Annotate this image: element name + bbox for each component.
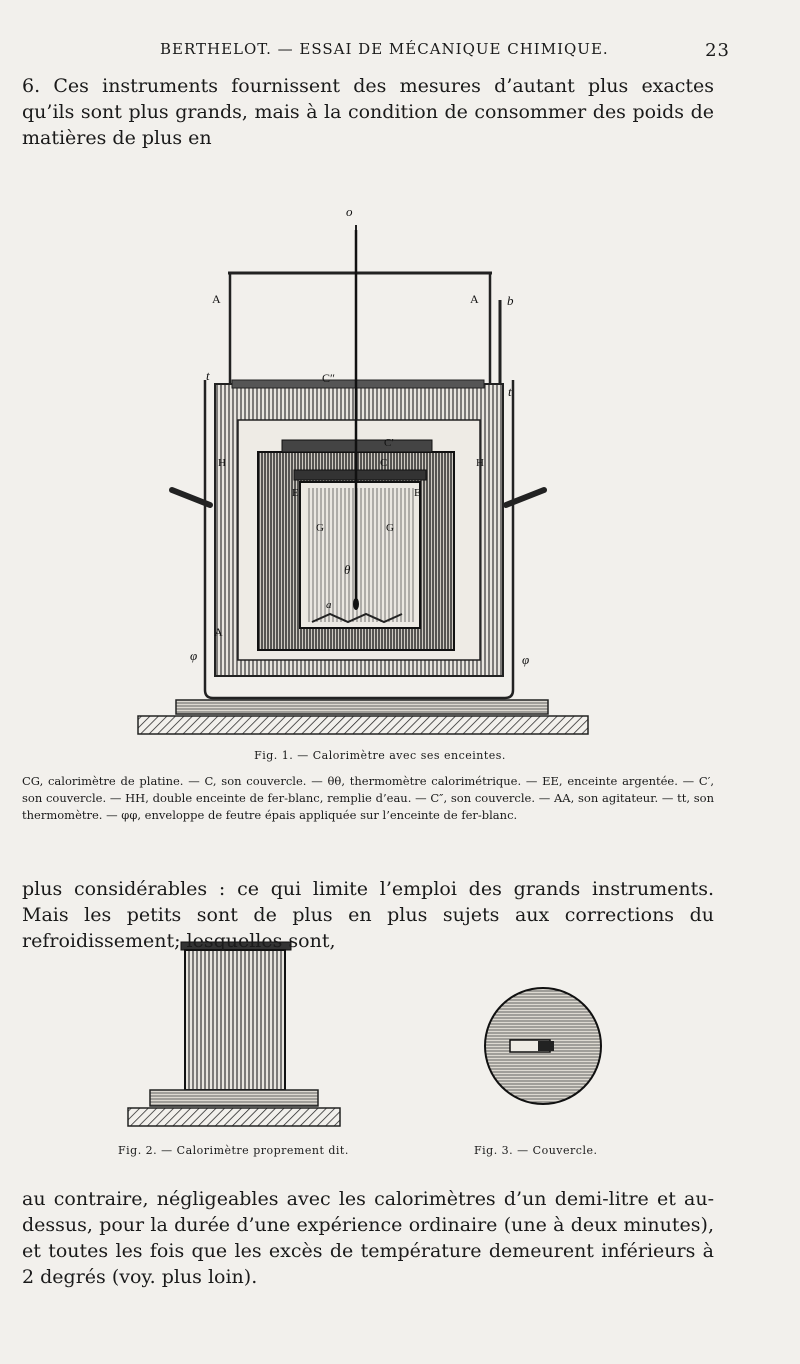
label-o-top: o (346, 204, 353, 219)
page-number: 23 (705, 40, 730, 61)
fig2-stand-base (128, 1108, 340, 1126)
label-E-left: E (292, 487, 299, 499)
figure-2-calorimeter (128, 942, 340, 1126)
fig3-clip (538, 1041, 554, 1051)
lid-C2 (232, 380, 484, 388)
label-C: C (380, 457, 388, 469)
label-A-left: A (212, 292, 221, 306)
figure-3-caption: Fig. 3. — Couvercle. (474, 1144, 598, 1157)
stand-top (176, 700, 548, 714)
label-G-right: G (386, 522, 394, 534)
figure-3-lid (485, 988, 601, 1104)
label-t-right: t (508, 384, 512, 399)
label-E-right: E (414, 487, 421, 499)
figure-1-calorimeter (138, 204, 588, 734)
lid-C (294, 470, 426, 480)
fig2-stand-top (150, 1090, 318, 1106)
running-title: BERTHELOT. — ESSAI DE MÉCANIQUE CHIMIQUE. (160, 40, 609, 58)
handle-right (506, 490, 544, 505)
paragraph-6: 6. Ces instruments fournissent des mesures d’autant plus exactes qu’ils sont plus grands, mais à la condition de consommer des poids de matières de plus en (22, 75, 714, 149)
label-theta: θ (344, 562, 351, 577)
thermometer-bulb (353, 598, 359, 610)
stand-base (138, 716, 588, 734)
paragraph-conclusion: au contraire, négligeables avec les calorimètres d’un demi-litre et au-dessus, pour la durée d’une expérience ordinaire (une à deux minutes), et toutes les fois que les excès de température demeurent inférieurs à 2 degrés (voy. plus loin). (22, 1188, 714, 1288)
label-t-left: t (206, 368, 210, 383)
fig2-vessel (185, 950, 285, 1090)
label-H-left: H (218, 457, 226, 469)
label-A-bottom: A (214, 625, 223, 639)
figure-2-caption: Fig. 2. — Calorimètre proprement dit. (118, 1144, 349, 1157)
figure-1-legend: CG, calorimètre de platine. — C, son couvercle. — θθ, thermomètre calorimétrique. — EE, enceinte argentée. — C′, son couvercle. — HH, double enceinte de fer-blanc, remplie d’eau. — C″, son couvercle. — AA, son agitateur. — tt, son thermomètre. — φφ, enveloppe de feutre épais appliquée sur l’enceinte de fer-blanc. (22, 774, 714, 822)
label-A-right: A (470, 292, 479, 306)
label-C2: C″ (322, 371, 336, 385)
label-G-left: G (316, 522, 324, 534)
label-H-right: H (476, 457, 484, 469)
label-b: b (507, 293, 514, 308)
label-C1: C′ (384, 437, 394, 449)
paragraph-continuation: plus considérables : ce qui limite l’emploi des grands instruments. Mais les petits sont de plus en plus sujets aux corrections du refroidissement; lesquelles sont, (22, 878, 714, 952)
label-a: a (326, 599, 332, 611)
label-phi-right: φ (522, 652, 530, 667)
label-phi-left: φ (190, 648, 198, 663)
figure-1-caption: Fig. 1. — Calorimètre avec ses enceintes. (254, 749, 506, 762)
